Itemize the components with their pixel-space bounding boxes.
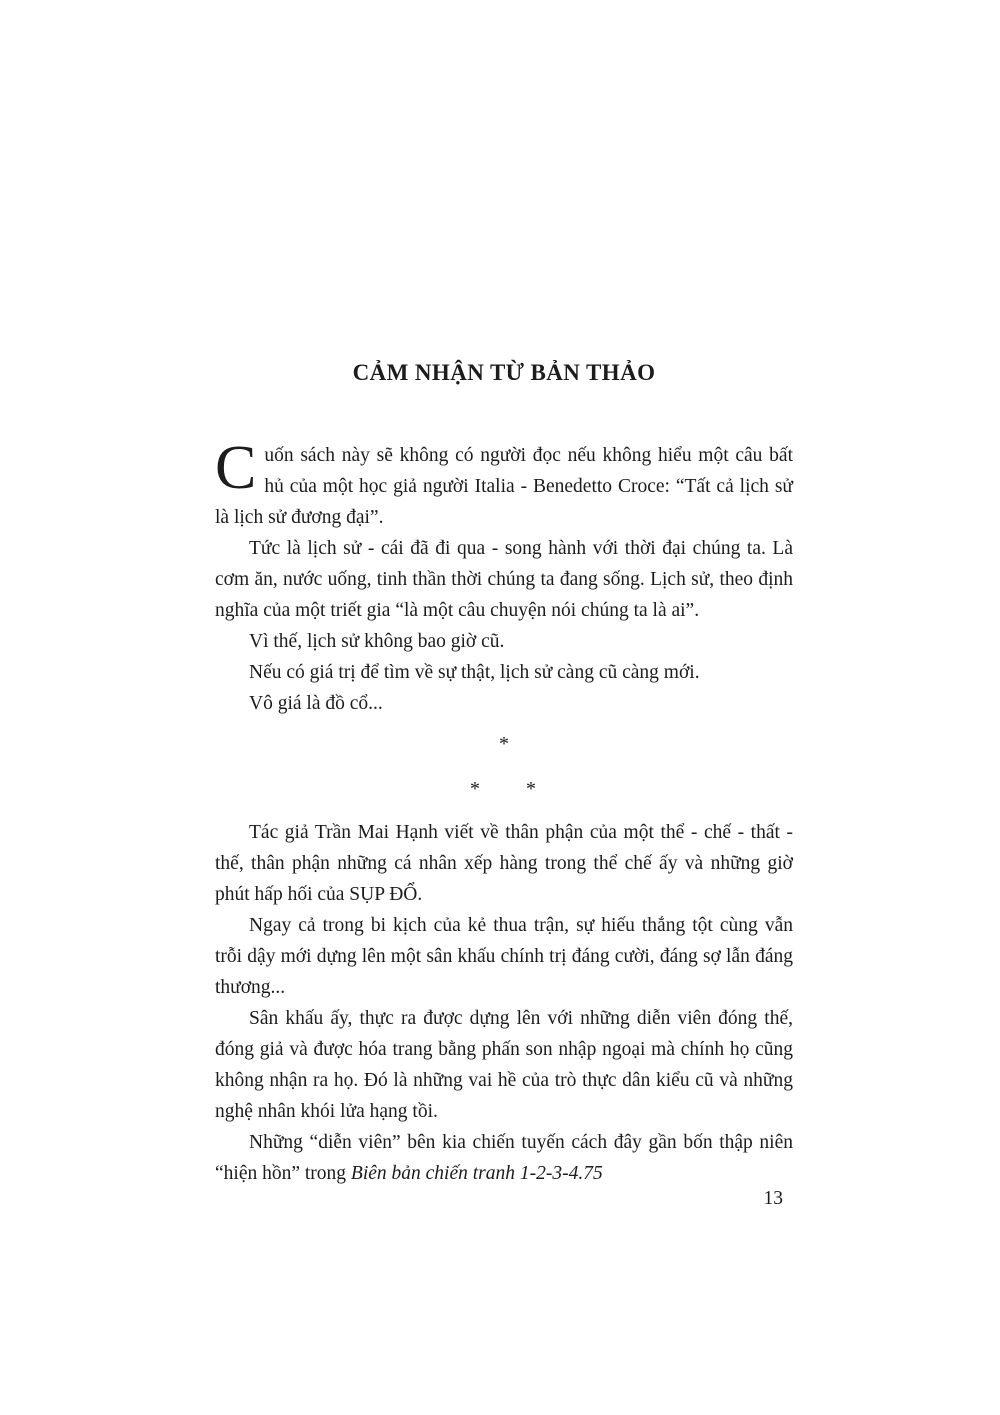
text-run: Tác giả Trần Mai Hạnh viết về thân phận của một thể - chế - thất - thế, thân phận những cá nhân xếp hàng trong thể chế ấy và những giờ phút hấp hối của SỤP ĐỔ. (215, 822, 793, 905)
page-title: CẢM NHẬN TỪ BẢN THẢO (352, 360, 656, 385)
paragraph (215, 657, 793, 688)
page-body (215, 434, 793, 1189)
page-number: 13 (763, 1188, 783, 1209)
italic-book-title: Biên bản chiến tranh 1-2-3-4.75 (350, 1163, 603, 1184)
text-run: uốn sách này sẽ không có người đọc nếu không hiểu một câu bất hủ của một học giả người Italia - Benedetto Croce: “Tất cả lịch sử là lịch sử đương đại”. (215, 445, 793, 528)
text-run: Những “diễn viên” bên kia chiến tuyến cách đây gần bốn thập niên “hiện hồn” trong (215, 1132, 793, 1184)
paragraph (215, 688, 793, 719)
paragraph (215, 910, 793, 1003)
text-run: Sân khấu ấy, thực ra được dựng lên với những diễn viên đóng thế, đóng giả và được hóa trang bằng phấn son nhập ngoại mà chính họ cũng không nhận ra họ. Đó là những vai hề của trò thực dân kiểu cũ và những nghệ nhân khói lửa hạng tồi. (215, 1008, 793, 1122)
text-run: Ngay cả trong bi kịch của kẻ thua trận, sự hiếu thắng tột cùng vẫn trỗi dậy mới dựng lên một sân khấu chính trị đáng cười, đáng sợ lẫn đáng thương... (215, 915, 793, 998)
text-block (215, 360, 793, 1189)
paragraph (215, 626, 793, 657)
drop-cap: C (215, 434, 257, 502)
text-run: Vô giá là đồ cổ... (249, 693, 383, 714)
paragraph (215, 1003, 793, 1127)
paragraph (215, 1127, 793, 1189)
paragraph (215, 434, 793, 533)
paragraph (215, 533, 793, 626)
text-run: Tức là lịch sử - cái đã đi qua - song hành với thời đại chúng ta. Là cơm ăn, nước uống, tinh thần thời chúng ta đang sống. Lịch sử, theo định nghĩa của một triết gia “là một câu chuyện nói chúng ta là ai”. (215, 538, 793, 621)
asterisk-separator: * (499, 733, 509, 755)
text-run: Nếu có giá trị để tìm về sự thật, lịch sử càng cũ càng mới. (249, 662, 700, 683)
asterisk-separator: * * (470, 778, 538, 800)
text-run: Vì thế, lịch sử không bao giờ cũ. (249, 631, 505, 652)
paragraph (215, 817, 793, 910)
